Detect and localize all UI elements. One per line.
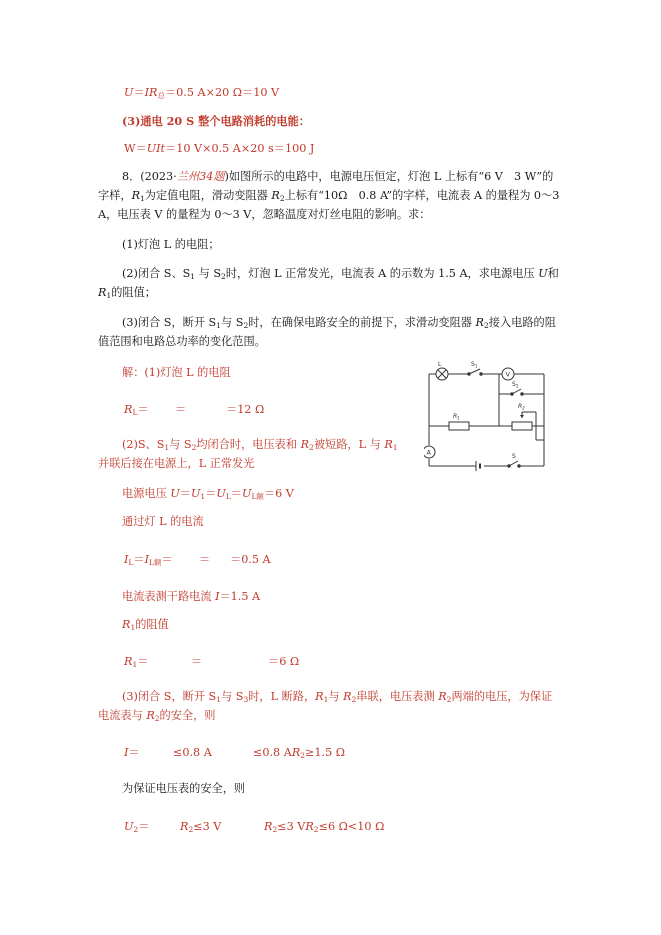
resistor-r1-symbol [449,422,469,430]
solution-current-limit: I＝ [124,746,140,759]
solution-rl-eq2: ＝ [175,403,187,416]
solution-current-limit-b: ≤0.8 $AR_2\ge 1.5$ Ω [253,746,346,760]
solution-3-line1: (3)闭合 S，断开 $S_1$与 $S_3$时，L 断路，$R_1$与 $R_2$串联，电压表测 $R_2$两端的电压，为保证 [122,690,553,704]
solution-il-eq2: ＝ [199,553,211,566]
part-2-line1: (2)闭合 S、$S_1$ 与 $S_2$时，灯泡 L 正常发光，电流表 A 的示数为 1.5 A，求电源电压 U和 [122,267,559,281]
part-2-line2: $R_1$的阻值； [98,286,156,300]
part-1: (1)灯泡 L 的电阻； [122,238,220,251]
part-3-line2: 值范围和电路总功率的变化范围。 [98,335,266,348]
label-S1: $S_1$ [471,361,478,369]
switch-s-symbol [508,461,520,467]
question-8-line3: A，电压表 V 的量程为 0～3 V，忽略温度对灯丝电阻的影响。求： [98,208,431,221]
solution-total-current: 电流表测干路电流 I＝1.5 A [122,590,261,603]
solution-1: 解：(1)灯泡 L 的电阻 [122,366,231,379]
solution-il-result: ＝0.5 A [230,553,271,566]
solution-u2: $U_2=$ [124,820,150,834]
energy-heading: (3)通电 20 S 整个电路消耗的电能： [122,114,310,128]
solution-3-line2: 电流表与 $R_2$的安全，则 [98,709,216,723]
resistor-r2-symbol [512,422,532,430]
switch-s1-symbol [468,369,482,375]
solution-r1: $R_1=$ [124,655,149,669]
label-R1: $R_1$ [453,413,460,421]
label-S: S [512,453,516,460]
formula-energy: W＝UIt＝10 V×0.5 A×20 s＝100 J [124,142,315,155]
solution-voltage: 电源电压 $U=U_1=U_L=U_L$额＝6 V [122,487,294,501]
solution-r1-heading: $R_1$的阻值 [122,618,169,632]
solution-2-line2: 并联后接在电源上，L 正常发光 [98,457,255,470]
lamp-symbol [436,368,448,380]
solution-current-limit-a: ≤0.8 A [173,746,212,759]
question-8-line2: 字样，$R_1$为定值电阻，滑动变阻器 $R_2$上标有“10Ω 0.8 A”的字样，电流表 A 的量程为 0～3 [98,189,560,203]
solution-r1-result: ＝6 Ω [268,655,300,668]
solution-il: $I_L=I_L$额＝ [124,553,173,567]
switch-s2-symbol [511,389,523,395]
label-A: A [426,448,431,457]
label-R2: $R_2$ [518,403,525,411]
label-V: V [505,370,510,379]
circuit-diagram [424,360,552,472]
battery-symbol [476,461,480,471]
solution-current-heading: 通过灯 L 的电流 [122,515,204,528]
question-8-line1: 8．(2023·兰州34题)如图所示的电路中，电源电压恒定，灯泡 L 上标有“6 V 3 W”的 [122,170,554,183]
label-L: L [438,361,442,368]
label-S2: $S_2$ [512,381,519,389]
solution-rl: $R_L=$ [124,403,149,417]
solution-2-line1: (2)S、$S_1$与 $S_2$均闭合时，电压表和 $R_2$被短路，L 与 $R_1$ [122,438,398,452]
solution-u2-b: $R_2\le 3$ $VR_2\le 6$ Ω<10 Ω [264,820,385,834]
solution-r1-eq2: ＝ [191,655,203,668]
part-3-line1: (3)闭合 S，断开 $S_1$与 $S_2$时，在确保电路安全的前提下，求滑动变阻器 $R_2$接入电路的阻 [122,316,556,330]
formula-u-ir: $U=IR_总=0.5$ A×20 Ω＝10 V [124,86,280,100]
solution-u2-a: $R_2\le 3$ V [180,820,222,834]
solution-voltmeter-heading: 为保证电压表的安全，则 [122,782,246,795]
solution-rl-result: ＝12 Ω [226,403,265,416]
